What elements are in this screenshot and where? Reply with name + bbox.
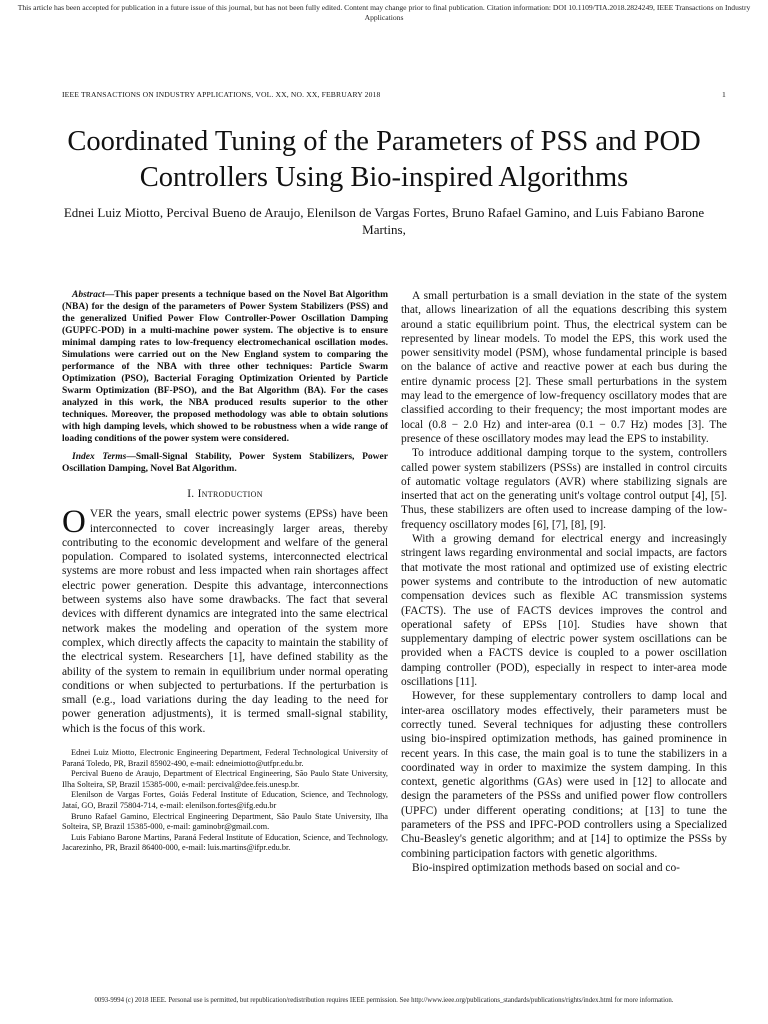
footnote: Percival Bueno de Araujo, Department of Electrical Engineering, São Paulo State University, Ilha Solteira, SP, Brazil 15385-000, e-mail: percival@dee.feis.unesp.br. <box>62 769 388 789</box>
author-list: Ednei Luiz Miotto, Percival Bueno de Araujo, Elenilson de Vargas Fortes, Bruno Rafael Gamino, and Luis Fabiano Barone Martins, <box>63 205 705 237</box>
body-paragraph: Bio-inspired optimization methods based on social and co- <box>412 861 680 874</box>
running-head <box>62 90 726 99</box>
index-terms <box>62 451 388 475</box>
footnote: Luis Fabiano Barone Martins, Paraná Federal Institute of Education, Science, and Technology, Jacarezinho, PR, Brazil 86400-000, e-mail: luis.martins@ifpr.edu.br. <box>62 832 388 853</box>
section-heading: I. Introduction <box>187 488 263 500</box>
footnote: Bruno Rafael Gamino, Electrical Engineering Department, São Paulo State University, Ilha Solteira, SP, Brazil 15385-000, e-mail: gaminobr@gmail.com. <box>62 811 388 832</box>
abstract-label: Abstract <box>72 290 105 300</box>
body-paragraph: To introduce additional damping torque to the system, controllers called power system stabilizers (PSSs) are installed in control circuits of automatic voltage regulators (AVR) where stabilizing signals are inserted that act on the generating unit's voltage control output [4], [5]. Thus, these stabilizers are often used to increase damping of the low-frequency oscillatory modes [6], [7], [8], [9]. <box>401 447 727 531</box>
drop-cap: O <box>62 504 86 541</box>
footnote: Elenilson de Vargas Fortes, Goiás Federal Institute of Education, Science, and Technology, Jataí, GO, Brazil 75804-714, e-mail: elenilson.fortes@ifg.edu.br <box>62 790 388 811</box>
intro-paragraph <box>62 504 388 736</box>
journal-name: IEEE TRANSACTIONS ON INDUSTRY APPLICATIONS, VOL. XX, NO. XX, FEBRUARY 2018 <box>62 90 381 99</box>
left-column <box>62 289 388 854</box>
index-terms-text: —Small-Signal Stability, Power System Stabilizers, Power Oscillation Damping, Novel Bat Algorithm. <box>62 452 388 474</box>
footnote: Ednei Luiz Miotto, Electronic Engineering Department, Federal Technological University of Paraná Toledo, PR, Brazil 85902-490, e-mail: edneimiotto@utfpr.edu.br. <box>62 748 388 768</box>
abstract <box>62 289 388 445</box>
body-paragraph: However, for these supplementary controllers to damp local and inter-area oscillatory modes effectively, their parameters must be correctly tuned. Several techniques for adjusting these controllers using bio-inspired optimization methods, has gained prominence in recent years. In this case, the main goal is to tune the stabilizers in a coordinated way in order to maximize the system damping. In this context, genetic algorithms (GAs) were used in [12] to allocate and design the parameters of the PSSs and unified power flow controllers (UPFC) under different operating conditions; at [13] to tune the parameters of the PSS and IPFC-POD controllers using a Specialized Chu-Beasley's genetic algorithm; and at [14] to optimize the PSSs by combining participation factors with genetic algorithms. <box>401 690 727 860</box>
body-paragraph: A small perturbation is a small deviation in the state of the system that, allows linearization of all the equations describing this system around a static equilibrium point. Thus, the electrical system can be represented by linear models. To model the EPS, this work used the power sensitivity model (PSM), whose fundamental principle is based on the balance of active and reactive power at each bus during the entire dynamic process [2]. These small perturbations in the system may lead to the emergence of low-frequency oscillatory modes that are classified according to their frequency; the most important modes are local (0.8 − 2.0 Hz) and inter-area (0.1 − 0.7 Hz) modes [3]. The presence of these oscillatory modes may lead the EPS to instability. <box>401 290 727 445</box>
body-paragraph: With a growing demand for electrical energy and increasingly stringent laws regarding environmental and social impacts, are factors that motivate the most rational and optimized use of existing electric power systems and contribute to the introduction of new automatic compensation devices such as flexible AC transmission systems (FACTS). The use of FACTS devices improves the control and operational safety of EPSs [10]. Studies have shown that supplementary damping of electric power system oscillations can be provided when a FACTS device is coupled to a power oscillation damping controller (POD), especially in respect to inter-area mode oscillations [11]. <box>401 533 727 689</box>
publication-notice: This article has been accepted for publication in a future issue of this journal, but has not been fully edited. Content may change prior to final publication. Citation information: DOI 10.1109/TIA.2018.2824249, IEEE Transactions on Industry Applications <box>17 3 751 22</box>
abstract-text: —This paper presents a technique based on the Novel Bat Algorithm (NBA) for the design of the parameters of Power System Stabilizers (PSS) and the generalized Unified Power Flow Controller-Power Oscillation Damping (GUPFC-POD) in a multi-machine power system. The objective is to ensure minimal damping rates to low-frequency electromechanical oscillation modes. Simulations were carried out on the New England system to comparing the performance of the NBA with three other techniques: Particle Swarm Optimization (PSO), Bacterial Foraging Optimization Oriented by Particle Swarm Optimization (BF-PSO), and the Bat Algorithm (BA). For the cases analyzed in this work, the NBA produced results superior to the other techniques. Moreover, the proposed methodology was able to obtain solutions with high damping levels, which showed to be robustness when a wide range of loading conditions of the power system were considered. <box>62 290 388 444</box>
right-column <box>401 289 727 875</box>
copyright-notice: 0093-9994 (c) 2018 IEEE. Personal use is permitted, but republication/redistribution requires IEEE permission. See http://www.ieee.org/publications_standards/publications/rights/index.html for more information. <box>94 997 674 1004</box>
author-footnotes <box>62 748 388 854</box>
intro-text: VER the years, small electric power systems (EPSs) have been interconnected to cover increasingly larger areas, thereby contributing to the economic development and welfare of the general population. Compared to isolated systems, interconnected electrical systems are more robust and less impacted when rain shortages affect electric power generation. Despite this advantage, interconnections between systems also have some drawbacks. The fact that several devices with different dynamics are integrated into the same electrical network makes the modeling and operation of the system more complex, which directly affects the capacity to maintain the stability of the electrical system. Researchers [1], have defined stability as the ability of the system to remain in equilibrium under normal operating conditions or when subjected to perturbations. If the perturbation is small (e.g., load variations during the day leading to the need for power generation adjustments), it is termed small-signal stability, which is the focus of this work. <box>62 508 388 735</box>
paper-title: Coordinated Tuning of the Parameters of PSS and POD Controllers Using Bio-inspired Algorithms <box>67 126 701 193</box>
index-terms-label: Index Terms <box>72 452 127 462</box>
page-number: 1 <box>722 90 726 99</box>
